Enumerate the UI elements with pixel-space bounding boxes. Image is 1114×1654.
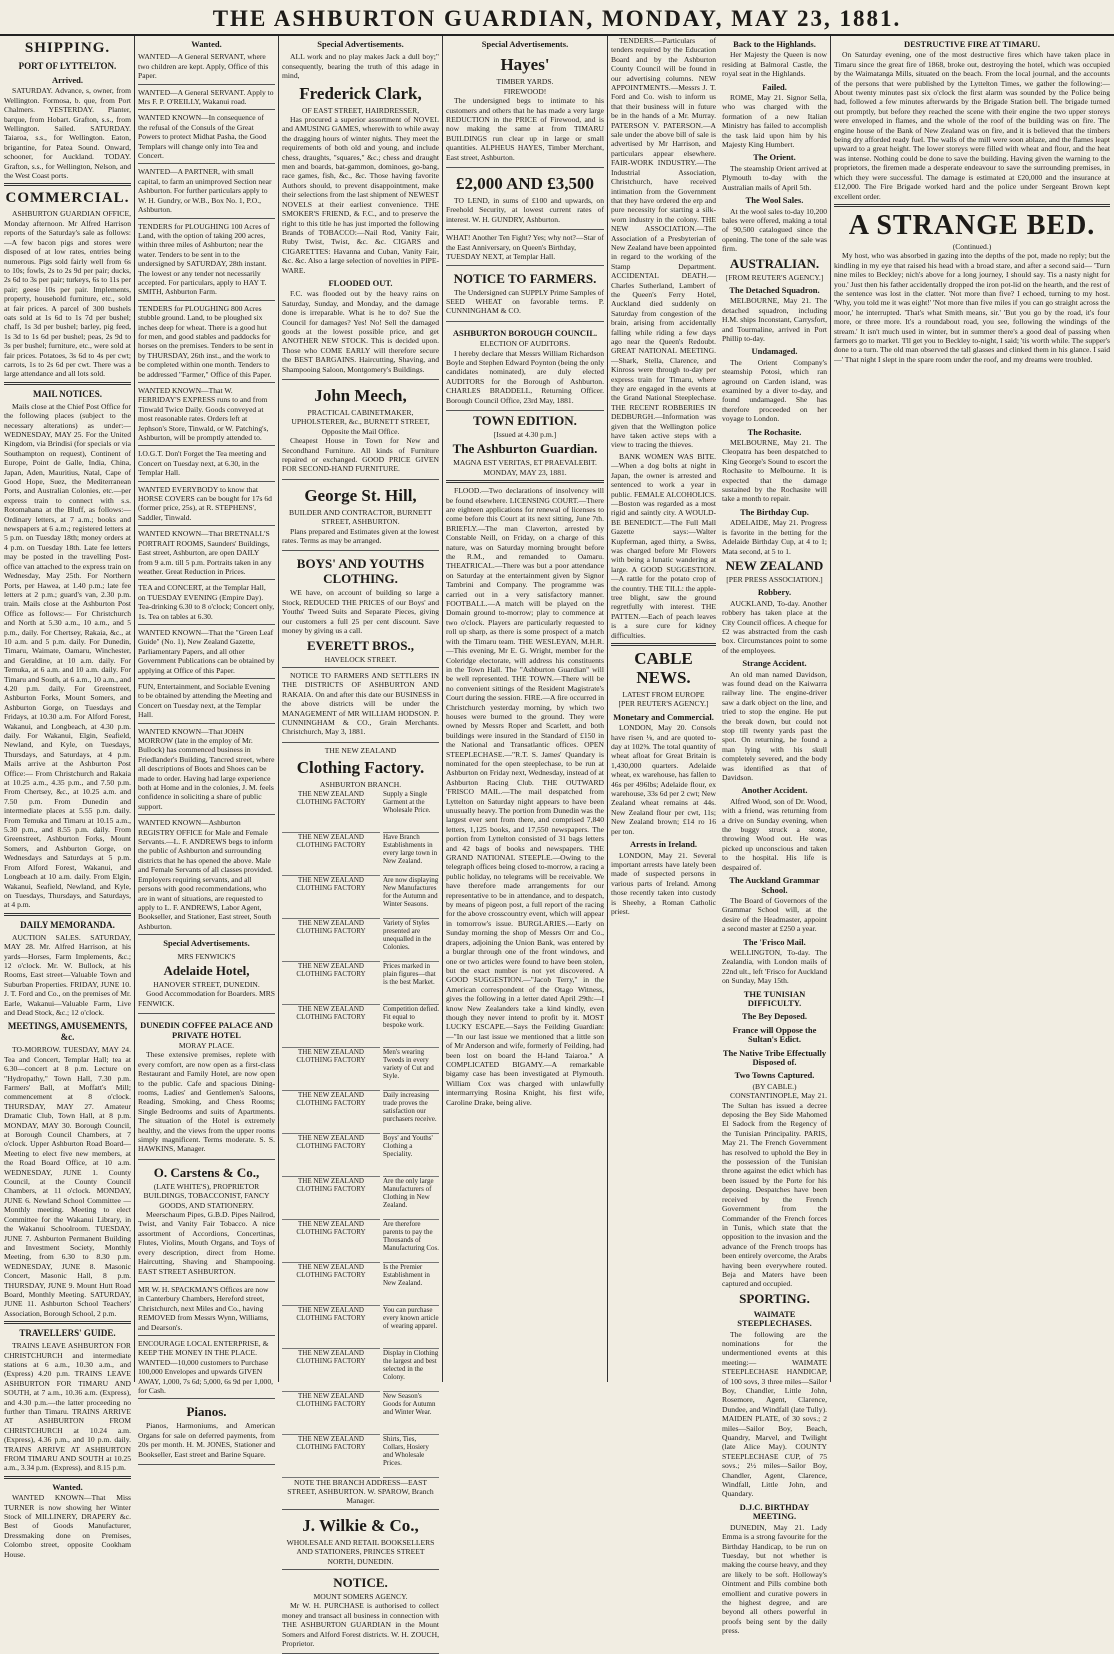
shipping-heading: SHIPPING. — [24, 40, 111, 56]
travellers-heading: TRAVELLERS' GUIDE. — [19, 1328, 116, 1339]
divider — [4, 1321, 131, 1324]
classified-ad: I.O.G.T. Don't Forget the Tea meeting and Concert on Tuesday next, at 6.30, in the Templar Hall. — [138, 447, 275, 481]
classified-ad: WANTED KNOWN—Ashburton REGISTRY OFFICE for Male and Female Servants.—L. F. ANDREWS begs to inform the public of Ashburton and surrounding districts that he has opened the above. Male and Female Servants of all classes provided. Employers requiring servants, and all persons with good recommendations, who are in want of situations, are requested to apply to L. F. ANDREWS, Labor Agent, Bookseller, and Stationer, East street, South Ashburton. — [138, 816, 275, 935]
masthead-title: THE ASHBURTON GUARDIAN, MONDAY, MAY 23, 1881. — [212, 6, 902, 31]
classified-ad: WANTED—A General SERVANT. Apply to Mrs F. P. O'REILLY, Wakanui road. — [138, 86, 275, 111]
clothing-factory-claim: Shirts, Ties, Collars, Hosiery and Wholesale Prices. — [383, 1435, 439, 1478]
sporting-heading: SPORTING. — [739, 1290, 810, 1306]
clothing-factory-claim: Are therefore parents to pay the Thousands of Manufacturing Cos. — [383, 1220, 439, 1263]
clothing-factory-label: THE NEW ZEALAND CLOTHING FACTORY — [282, 1134, 380, 1177]
paper-motto: MAGNA EST VERITAS, ET PRAEVALEBIT. — [453, 458, 597, 468]
port-heading: PORT OF LYTTELTON. — [18, 61, 117, 71]
wanted-footer-heading: Wanted. — [52, 1481, 83, 1492]
nz-clothing-factory-ad: THE NEW ZEALAND Clothing Factory. ASHBURTON BRANCH. THE NEW ZEALAND CLOTHING FACTORY THE NEW ZEALAND CLOTHING FACTORY THE NEW ZEALAND CLOTHING FACTORY THE NEW ZEALAND CLOTHING FACTORY THE NEW ZEALAND CLOTHING FACTORY THE NEW ZEALAND CLOTHING FACTORY THE NEW ZEALAND CLOTHING FACTORY THE NEW ZEALAND CLOTHING FACTORY THE NEW ZEALAND CLOTHING FACTORY THE NEW ZEALAND CLOTHING FACTORY THE NEW ZEALAND CLOTHING FACTORY THE NEW ZEALAND CLOTHING FACTORY THE NEW ZEALAND CLOTHING FACTORY THE NEW ZEALAND CLOTHING FACTORY THE NEW ZEALAND CLOTHING FACTORY THE NEW ZEALAND CLOTHING FACTORY Supply a Single Garment at the Wholesale Price. Have Branch Establishments in every large town in New Zealand. Are now displaying New Manufactures for the Autumn and Winter Seasons. Variety of Styles presented are unequalled in the Colonies. Prices marked in plain figures—that is the best Market. Competition defied. Fit equal to bespoke work. Men's wearing Tweeds in every variety of Cut and Style. Daily increasing trade proves the satisfaction our purchasers receive. Boys' and Youths' Clothing a Speciality. Are the only large Manufacturers of Clothing in New Zealand. Are therefore parents to pay the Thousands of Manufacturing Cos. Is the Premier Establishment in New Zealand. You can purchase every known article of wearing apparel. Display in Clothing the largest and best selected in the Colony. New Season's Goods for Autumn and Winter Wear. Shirts, Ties, Collars, Hosiery and Wholesale Prices. NOTE THE BRANCH ADDRESS—EAST STREET, ASHBURTON. W. SPAROW, Branch Manager. — [282, 744, 439, 1510]
classified-ad: WANTED KNOWN—That JOHN MORROW (late in the employ of Mr. Bullock) has commenced business in Friedlander's Building, Tancred street, where all descriptions of Boots and Shoes can be made to order. Having had large experience both at Home and in the colonies, J. M. feels confidence in soliciting a share of public support. — [138, 725, 275, 816]
clothing-factory-label: THE NEW ZEALAND CLOTHING FACTORY — [282, 919, 380, 962]
loan-ad: £2,000 AND £3,500 TO LEND, in sums of £100 and upwards, on Freehold Security, at lowest current rates of interest. W. H. GUNDRY, Ashburton. — [446, 169, 604, 230]
clothing-factory-claim: Prices marked in plain figures—that is the best Market. — [383, 962, 439, 1005]
column-rule — [830, 36, 831, 1382]
commercial-text: ASHBURTON GUARDIAN OFFICE, Monday afternoon. Mr Alfred Harrison reports of the Saturday's sale as follows:—A few bacon pigs and stores were disposed of at low rates, entries being numerous. Pigs sold fairly well from 6s to 10s; fowls, 2s to 2s 9d per pair; ducks, 2s 6d to 3s per pair; turkeys, 6s to 11s per pair; geese 10s per pair. Implements, property, household furniture, etc., sold at fair prices. A parcel of 300 bushels oats sold at 1s 6d to 1s 7d per bushel; chaff, 1s 3d per bushel; barley, pig feed, 1s 3d to 1s 6d per bushel; peas, 2s 9d to 3s per bushel; furniture, etc., were sold at fair prices. Potatoes, 3s 6d to 4s per cwt; carrots, 1s to 2s 6d per cwt. There was a large attendance and all lots sold. — [4, 209, 131, 379]
local-news-continued: BANK WOMEN WAS BITE.—When a dog bolts at night in Japan, the owner is arrested and sentenced to work a year in public. FEMALE ALCOHOLICS.—Boston was regarded as a most rigid and saintly city. A WOULD-BE BENEDICT.—The Full Mall Gazette says:—Walter Kupferman, aged thirty, a Swiss, was charged before Mr Flowers with being a lunatic wandering at large. A GOOD SUGGESTION.—A rattle for the potato crop of the country. THE TILL: the apple-tree blight, saw the ground regretfully with interest. THE PATTEN.—Each of peach leaves is a sure cure for kidney difficulties. — [611, 451, 716, 640]
mount-somers-notice: NOTICE. MOUNT SOMERS AGENCY. Mr W. H. PURCHASE is authorised to collect money and transact all business in connection with THE ASHBURTON GUARDIAN in the Mount Somers and Alford Forest districts. W. H. ZOUCH, Proprietor. — [282, 1571, 439, 1654]
classified-ad: WANTED—A PARTNER, with small capital, to farm an unimproved Section near Ashburton. For further particulars apply to W. H. Gundry, or W.B., Box No. 1, P.O., Ashburton. — [138, 165, 275, 218]
town-edition-issued: [Issued at 4.30 p.m.] — [493, 429, 557, 439]
wilkie-ad: J. Wilkie & Co., WHOLESALE AND RETAIL BOOKSELLERS AND STATIONERS, PRINCES STREET NORTH, DUNEDIN. — [282, 1511, 439, 1570]
clothing-factory-claim: New Season's Goods for Autumn and Winter Wear. — [383, 1392, 439, 1435]
nz-heading: NEW ZEALAND — [725, 557, 824, 573]
timaru-fire-heading: DESTRUCTIVE FIRE AT TIMARU. — [903, 39, 1041, 49]
strange-bed-text: My host, who was absorbed in gazing into the depths of the pot, made no reply; but the kindling in my eye that raised his head with a broad stare, and after a second said— 'Turn nine miles to Beckley; nich's above for a long journey, I should say. Tis a nasty night for you.' Just then his father accidentally dropped the iron pot-lid on the hearth, and the rest of the sentence was lost in the clatter. 'Not more than five? I echoed, turning to my host. 'Why, you told me it was eight!' 'Not more than five miles if you can go straight across the moor,' he interrupted. 'That's what Smith means, sir.' 'But you go by the road, it's four more, or three more. It's a roundabout road, you see, following the windings of the stream.' It isn't much used in winter, but in summer there's a good deal of passing when farmers go to market. 'I'll get you to Beckley to-night, I said; 'tis worth while. The supper's done to a turn. The old man observed the tall glasses and clinked them in his glance. I said—' That night I slept in the spare room under the roof, and my dreams were troubled. — [834, 251, 1110, 364]
meetings-heading: MEETINGS, AMUSEMENTS, &c. — [7, 1021, 128, 1043]
daily-memoranda-heading: DAILY MEMORANDA. — [20, 919, 115, 930]
clothing-factory-claim: Are the only large Manufacturers of Clothing in New Zealand. — [383, 1177, 439, 1220]
hill-ad: George St. Hill, BUILDER AND CONTRACTOR, BURNETT STREET, ASHBURTON. Plans prepared and Estimates given at the lowest rates. Terms as may be arranged. — [282, 481, 439, 552]
cable-news-heading: CABLE NEWS. — [634, 649, 693, 687]
classified-ad: FUN, Entertainment, and Sociable Evening to be obtained by attending the Meeting and Concert on Tuesday next, at the Templar Hall. — [138, 680, 275, 724]
clothing-factory-claim: Boys' and Youths' Clothing a Speciality. — [383, 1134, 439, 1177]
clothing-factory-claim: Supply a Single Garment at the Wholesale Price. — [383, 790, 439, 833]
divider — [611, 643, 716, 646]
dunedin-coffee-ad: DUNEDIN COFFEE PALACE AND PRIVATE HOTEL MORAY PLACE. These extensive premises, replete with every comfort, are now open as a first-class Restaurant and Family Hotel, are now open to the public. Cafe and spacious Dining-rooms, Ladies' and Gentlemen's Saloons, Reading, Smoking, and Chess Rooms; Single Bedrooms and suits of Apartments. The situation of the Hotel is extremely healthy, and the views from the upper rooms simply magnificent. Terms moderate. S. S. HAWKINS, Manager. — [138, 1015, 275, 1160]
divider — [4, 183, 131, 186]
special-ads-heading: Special Advertisements. — [481, 39, 569, 49]
clothing-factory-claim: Are now displaying New Manufactures for the Autumn and Winter Seasons. — [383, 876, 439, 919]
classified-ad: TENDERS for PLOUGHING 100 Acres of Land, with the option of taking 200 acres, within three miles of Ashburton; near the water. Tenders to be sent in to the undersigned by SATURDAY, 28th instant. The lowest or any tender not necessarily accepted. For particulars, apply to HAY T. SMITH, Ashburton Farm. — [138, 220, 275, 301]
strange-bed-sub: (Continued.) — [952, 241, 992, 251]
clothing-factory-claim: Is the Premier Establishment in New Zealand. — [383, 1263, 439, 1306]
clothing-factory-claim: Variety of Styles presented are unequalled in the Colonies. — [383, 919, 439, 962]
clothing-factory-label: THE NEW ZEALAND CLOTHING FACTORY — [282, 1220, 380, 1263]
clothing-factory-label: THE NEW ZEALAND CLOTHING FACTORY — [282, 1091, 380, 1134]
wanted-heading: Wanted. — [191, 39, 222, 49]
divider — [446, 480, 604, 483]
clothing-factory-label: THE NEW ZEALAND CLOTHING FACTORY — [282, 1005, 380, 1048]
divider — [4, 382, 131, 385]
clothing-factory-label: THE NEW ZEALAND CLOTHING FACTORY — [282, 1177, 380, 1220]
town-edition-heading: TOWN EDITION. — [473, 412, 577, 428]
divider — [4, 913, 131, 916]
clothing-factory-label: THE NEW ZEALAND CLOTHING FACTORY — [282, 790, 380, 833]
arrived-heading: Arrived. — [52, 75, 83, 85]
column-rule — [134, 36, 135, 1382]
clark-ad: ALL work and no play makes Jack a dull boy;" consequently, bearing the truth of this adage in mind, Frederick Clark, OF EAST STREET, HAIRDRESSER, Has procured a superior assortment of NOVEL and AMUSING GAMES, wherewith to while away the dragging hours of winter nights. They meet the requirements of both old and young, and include chess, draughts, "squares," &c.; chess and draught men and boards, bat-gammon, dominoes, go-bang, race games, fish, &c., &c. Those having favorite Authors should, to prevent disappointment, make their selections from the last shipment of NEWEST NOVELS at their earliest convenience. THE SMOKER'S FRIEND, & F.C., and to preserve the right to this title he has just imported the following Brands of TOBACCO:—Nail Rod, Vanity Fair, Ruby Twist, Twist, &c. &c. CIGARS and CIGARETTES: Havanna and Cuban, Vanity Fair, &c. &c. Also a large selection of novelties in PIPE-WARE. FLOODED OUT. F.C. was flooded out by the heavy rains on Saturday, Sunday, and Monday, and the damage done is irreparable. What is he to do? Sue the Council for damages? Yes! No! Sell the damaged goods at the lowest possible price, and get ANOTHER NEW STOCK. This is decided upon. Those who COME EARLY will therefore secure the BEST BARGAINS. Haircutting, Shaving, and Shampooing Saloon, Montgomery's Buildings. — [282, 50, 439, 380]
clothing-factory-label: THE NEW ZEALAND CLOTHING FACTORY — [282, 962, 380, 1005]
local-news: FLOOD.—Two declarations of insolvency will be found elsewhere. LICENSING COURT.—There are eighteen applications for renewal of licenses to come before this Court at its next sitting, June 7th. BRIEFLY.—The man Claverton, arrested by Constable Neill, on Friday, on a charge of this nature, was on Saturday morning brought before the R.M., and remanded to Oamaru. THEATRICAL.—There was but a poor attendance on Saturday at the entertainment given by Signor Tambrini and Company. The programme was carried out in a very satisfactory manner. FOOTBALL.—A match will be played on the Domain ground to-morrow; play to commence at two o'clock. Players are particularly requested to roll up sharp, as there is some prospect of a match with the Timaru team. THE WESLEYAN, M.H.R.—This evening, Mr E. G. Wright, member for the Coleridge electorate, will address his constituents in the Town Hall. The "Ashburton Guardian" will be well represented. THE TOWN.—There will be no convenient sittings of the Resident Magistrate's Court during the session. FIRE.—A fire occurred in Christchurch yesterday morning, by which two houses were burned to the ground. They were owned by Messrs Roper and Scarlett, and both buildings were insured in the Standard of £150 in the National and Transatlantic offices. OPEN STEEPLECHASE.—"R.T. S. James' Quandary is nominated for the open steeplechase, to be run at Ashburton on Friday next, Wednesday, instead of at Ashburton Racing Club. THE OUTWARD 'FRISCO MAIL.—The mail despatched from Lyttelton on Saturday night appears to have been unusually heavy. The portion from Dunedin was the largest ever sent from there, and comprised 7,840 letters, 1,125 books, and 17,550 newspapers. The portion from Lyttelton consisted of 31 bags letters and 42 bags of books and newspapers. THE GRAND NATIONAL STEEPLE.—Owing to the telegraph offices being closed to-morrow, a racing a public holiday, no telegrams will be receivable. We have therefore made arrangements for our representative to be in attendance, and to despatch, by means of pigeon post, a full report of the racing for the above crosscountry event, which will appear in tomorrow's issue. BURGLARIES.—Early on Sunday morning the shop of Messrs Orr and Co., drapers, adjoining the Union Bank, was entered by a burglar through one of the front windows, and one or two articles were found to have been stolen, but the exact number is not yet discovered. A GOOD SUGGESTION.—"Jacob Terry," in the American correspondent of the Otago Witness, gives the following in a letter dated April 29th:—I know New Zealanders take a kind kindly, even though they never intend to profit by it. MOST LUCKY ESCAPE.—Says the Feilding Guardian:—"In our last issue we mentioned that a little son of Mr Anderson and wife, formerly of Feilding, had been lost on board the H-land Taiaroa." A COMPLICATED BIGAMY.—A remarkable bigamy case has been investigated at Plymouth. William Cox was charged with unlawfully intermarrying Rosina Knight, his first wife, Caroline Drake, being alive. — [446, 486, 604, 1107]
ten-fight-ad: WHAT! Another Ten Fight? Yes; why not?—Star of the East Anniversary, on Queen's Birthday, TUESDAY NEXT, at Templar Hall. — [446, 231, 604, 265]
daily-memoranda-text: AUCTION SALES. SATURDAY, MAY 28. Mr. Alfred Harrison, at his yards—Horses, Farm Implements, &c.; 12 o'clock. Mr. W. Bullock, at his Rooms, East street—Valuable Town and Suburban Properties. FRIDAY, JUNE 10. J. T. Ford and Co., on the premises of Mr. Earle, Wakanui—Valuable Farm, Live and Dead Stock, &c.; 12 o'clock. — [4, 932, 131, 1017]
australian-heading: AUSTRALIAN. — [729, 255, 820, 271]
column-6 — [834, 36, 1110, 1382]
clothing-table — [282, 790, 439, 1478]
everett-notice: NOTICE TO FARMERS AND SETTLERS IN THE DISTRICTS OF ASHBURTON AND RAKAIA. On and after this date our BUSINESS in the above districts will be under the MANAGEMENT of MR WILLIAM HODSON. P. CUNNINGHAM & CO., Grain Merchants. Christchurch, May 3, 1881. — [282, 669, 439, 743]
clothing-factory-claim: Daily increasing trade proves the satisfaction our purchasers receive. — [383, 1091, 439, 1134]
borough-council-notice: ASHBURTON BOROUGH COUNCIL. ELECTION OF AUDITORS. I hereby declare that Messrs William Richardson Boyle and Stephen Edward Poynton (being the only candidates nominated), are duly elected AUDITORS for the Borough of Ashburton. CHARLES BRADDELL, Returning Officer. Borough Council Office, 23rd May, 1881. — [446, 323, 604, 411]
clothing-factory-claim: Have Branch Establishments in every large town in New Zealand. — [383, 833, 439, 876]
classified-ad: WANTED EVERYBODY to know that HORSE COVERS can be bought for 17s 6d (former price, 25s), at R. STEPHENS', Saddler, Tinwald. — [138, 483, 275, 527]
divider — [834, 204, 1110, 207]
meetings-text: TO-MORROW. TUESDAY, MAY 24. Tea and Concert, Templar Hall; tea at 6.30—concert at 8 p.m. Lecture on "Hydropathy," Town Hall, 7.30 p.m. Farmers' Ball, at Moffatt's Mill; commencement at 8 o'clock. THURSDAY, MAY 27. Amateur Dramatic Club, Town Hall, at 8 p.m. MONDAY, MAY 30. Borough Council, at Borough Council Chambers, at 7 o'clock. Upper Ashburton Road Board—Meeting to elect five new members, at the Road Board Office, at 10 a.m. WEDNESDAY, JUNE 1. County Council, at the County Council Chambers, at 11 o'clock. MONDAY, JUNE 6. Newland School Committee — Monthly meeting. Meeting to elect Committee for the Wakanui Library, in the Wakanui Schoolroom. TUESDAY, JUNE 7. Ashburton Permanent Building and Investment Society, Monthly Meeting, from 6.30 to 8.30 p.m. WEDNESDAY, JUNE 8. Masonic Concert, Masonic Hall, 8 p.m. THURSDAY, JUNE 9. Mount Hutt Road Board, Monthly Meeting. SATURDAY, JUNE 11. Ashburton School Teachers' Association, Borough School, 2 p.m. — [4, 1045, 131, 1318]
column-rule — [607, 36, 608, 1382]
column-1 — [4, 36, 132, 1559]
clothing-factory-label: THE NEW ZEALAND CLOTHING FACTORY — [282, 876, 380, 919]
clothing-factory-claim: Competition defied. Fit equal to bespoke work. — [383, 1005, 439, 1048]
clothing-factory-label: THE NEW ZEALAND CLOTHING FACTORY — [282, 1435, 380, 1478]
special-ads-heading: Special Advertisements. — [317, 39, 404, 49]
meech-ad: John Meech, PRACTICAL CABINETMAKER, UPHOLSTERER, &c., BURNETT STREET, Opposite the Mail Office. Cheapest House in Town for New and Secondhand Furniture. All kinds of Furniture repaired or exchanged. GOOD PRICE GIVEN FOR SECOND-HAND FURNITURE. — [282, 381, 439, 480]
clothing-factory-claim: Display in Clothing the largest and best selected in the Colony. — [383, 1349, 439, 1392]
column-2 — [138, 36, 275, 1459]
paper-nameplate: The Ashburton Guardian. — [452, 441, 598, 457]
carstens-ad: O. Carstens & Co., (LATE WHITE'S), PROPRIETOR BUILDINGS, TOBACCONIST, FANCY GOODS, AND STATIONERY. Meerschaum Pipes, G.B.D. Pipes Nailrod, Twist, and Vanity Fair Tobacco. A nice assortment of Accordions, Concertinas, Flutes, Violins, Mouth Organs, and Toys of every description, direct from Home. Haircutting, Shaving and Shampooing. EAST STREET ASHBURTON. — [138, 1161, 275, 1282]
boys-clothing-ad: BOYS' AND YOUTHS CLOTHING. WE have, on account of building so large a Stock, REDUCED THE PRICES of our Boys' and Youths' Tweed Suits and Separate Pieces, giving our customers a full 25 per cent discount. Save money by giving us a call. EVERETT BROS., HAVELOCK STREET. — [282, 552, 439, 667]
column-5-upper — [611, 36, 827, 1638]
pianos-ad: Pianos. Pianos, Harmoniums, and American Organs for sale on deferred payments, from 20s per month. H. M. JONES, Stationer and Bookseller, East street and Barine Square. — [138, 1400, 275, 1465]
column-5-left: TENDERS.—Particulars of tenders required by the Education Board and by the Ashburton County Council will be found in our advertising columns. NEW APPOINTMENTS.—Messrs J. T. Ford and Co. wish to inform us that their business will in future be in the hands of a Mr. Murray. PATERSON V. PATERSON.—A sale under the above bill of sale is advertised by Mr Harrison, and particulars appear elsewhere. FAIR-WORK INDUSTRY.—The Industrial Association, Christchurch, have received intimation from the Government that they have ordered the erp and pure necessity for starting a silk-worn industry in the colony. THE NEW ASSOCIATION.—The Association of a Presbyterian of New Zealand have been appointed in regard to the working of the Stamp Department. ACCIDENTAL DEATH.—Charles Sutherland, Lambert of the Queen's Ferry Hotel, Auckland died suddenly on Saturday from congestion of the brain, arising from accidentally falling while riding a few days ago near the Queen's Redoubt. GREAT NATIONAL MEETING.—Shark, Stella, Clarence, and Kinross were through to-day per express train for Timaru, where they are engaged in the events at the Grand National Steeplechase. THE RECENT ROBBERIES IN DEDBURGH.—Information was given that the Wellington police have taken active steps with a view to tracing the thieves. BANK WOMEN WAS BITE.—When a dog bolts at night in Japan, the owner is arrested and sentenced to work a year in public. FEMALE ALCOHOLICS.—Boston was regarded as a most rigid and saintly city. A WOULD-BE BENEDICT.—The Full Mall Gazette says:—Walter Kupferman, aged thirty, a Swiss, was charged before Mr Flowers with being a lunatic wandering at large. A GOOD SUGGESTION.—A rattle for the potato crop of the country. THE TILL: the apple-tree blight, saw the ground regretfully with interest. THE PATTEN.—Each of peach leaves is a sure cure for kidney difficulties. CABLE NEWS. LATEST FROM EUROPE [PER REUTER'S AGENCY.] Monetary and Commercial. LONDON, May 20. Consols have risen ⅛, and are quoted to-day at 102⅝. The total quantity of wheat afloat for Great Britain is 1,430,000 quarters. Adelaide wheat, ex warehouse, has fallen to 46s per 496lbs; Adelaide flour, ex warehouse, 33s 6d per 2 cwt; New Zealand wheat remains at 44s. New Zealand flour per cwt, 11s; New Zealand brown; £14 ro 16 per ton. Arrests in Ireland. LONDON, May 21. Several important arrests have lately been made of suspected persons in various parts of Ireland. Among those recently taken into custody is Sheehy, a Roman Catholic priest. — [611, 36, 716, 916]
hayes-ad: Hayes' TIMBER YARDS. FIREWOOD! The undersigned begs to intimate to his customers and others that he has made a very large REDUCTION in the PRICE of Firewood, and is now making the same at from TIMARU BUILDINGS run clear up in large or small quantities. ALPHEUS HAYES, Timber Merchant, East street, Ashburton. — [446, 50, 604, 168]
mail-heading: MAIL NOTICES. — [32, 388, 103, 399]
commercial-heading: COMMERCIAL. — [5, 190, 130, 207]
strange-bed-heading: A STRANGE BED. — [848, 209, 1096, 241]
fenwick-ad: MRS FENWICK'S Adelaide Hotel, HANOVER STREET, DUNEDIN. Good Accommodation for Boarders. MRS FENWICK. — [138, 950, 275, 1015]
classified-ad: WANTED KNOWN—That BRETNALL'S PORTRAIT ROOMS, Saunders' Buildings, East street, Ashburton, are open DAILY from 9 a.m. till 5 p.m. Portraits taken in any weather. Great Reduction in Prices. — [138, 527, 275, 580]
special-ads-heading: Special Advertisements. — [163, 938, 250, 949]
classified-ad: TEA and CONCERT, at the Templar Hall, on TUESDAY EVENING (Empire Day). Tea-drinking 6.30 to 8 o'clock; Concert only, 1s. Tea on tables at 6.30. — [138, 581, 275, 625]
clothing-factory-label: THE NEW ZEALAND CLOTHING FACTORY — [282, 1263, 380, 1306]
divider — [4, 1476, 131, 1479]
column-rule — [442, 36, 443, 1382]
classified-ad: WANTED KNOWN—In consequence of the refusal of the Consuls of the Great Powers to protect Midhat Pasha, the Good Templars will change only into Tea and Concert. — [138, 111, 275, 164]
clothing-factory-label: THE NEW ZEALAND CLOTHING FACTORY — [282, 1392, 380, 1435]
farmers-notice: NOTICE TO FARMERS. The Undersigned can SUPPLY Prime Samples of SEED WHEAT on favorable terms. P. CUNNINGHAM & CO. — [446, 267, 604, 322]
clothing-factory-claim: You can purchase every known article of wearing apparel. — [383, 1306, 439, 1349]
clothing-factory-label: THE NEW ZEALAND CLOTHING FACTORY — [282, 1048, 380, 1091]
column-3 — [282, 36, 439, 1649]
encourage-ad: ENCOURAGE LOCAL ENTERPRISE, & KEEP THE MONEY IN THE PLACE. WANTED—10,000 customers to Purchase 100,000 Envelopes and upwards GIVEN AWAY, 1,000, 7s 6d; 5,000, 6s 9d per 1,000, for Cash. — [138, 1337, 275, 1399]
paper-date: MONDAY, MAY 23, 1881. — [483, 467, 567, 477]
wanted-footer-text: WANTED KNOWN—That Miss TURNER is now showing her Winter Stock of MILLINERY, DRAPERY &c. Best of Goods Manufacturer, Dressmaking done on Premises, Colombo street, opposite Cookham House. — [4, 1493, 131, 1559]
column-5 — [611, 36, 827, 1636]
travellers-text: TRAINS LEAVE ASHBURTON FOR CHRISTCHURCH and intermediate stations at 6 a.m., 10.30 a.m., and (Express) 4.20 p.m. TRAINS LEAVE ASHBURTON FOR TIMARU AND SOUTH, at 7 a.m., 10.36 a.m. (Express), and 4.30 p.m.—the latter proceeding no further than Timaru. TRAINS ARRIVE AT ASHBURTON FROM CHRISTCHURCH at 10.24 a.m. (Express), 4.36 p.m., and 10 p.m. daily. TRAINS ARRIVE AT ASHBURTON FROM TIMARU AND SOUTH at 10.25 a.m., 3.34 p.m. (Express), and 8.15 p.m. — [4, 1341, 131, 1473]
tunisian-heading: THE TUNISIAN DIFFICULTY. — [743, 988, 806, 1008]
spackman-ad: MR W. H. SPACKMAN'S Offices are now in Canterbury Chambers, Hereford street, Christchurch, next Miles and Co., having REMOVED from Messrs Wynn, Williams, and Dearson's. — [138, 1283, 275, 1336]
clothing-factory-label: THE NEW ZEALAND CLOTHING FACTORY — [282, 833, 380, 876]
timaru-fire-text: On Saturday evening, one of the most destructive fires which have taken place in Timaru since the great fire of 1868, broke out, destroying the hotel, which was occupied by the Waimatanga Mills, situated on the beach. From the local journal, and the accounts of the persons that were published by the Lyttelton Times, we gather the following:—About twenty minutes past six o'clock the first alarm was sounded by the Police being had, followed a few minutes afterwards by the Brigade Station bell. The brigade turned out promptly, but before they reached the scene with their engine the two upper storeys were enveloped in flames, and the whole of the roof of the building was on fire. The engine house of the Bank of New Zealand was on fire, and it is believed that the timbers being dry afforded ready fuel. The walls of the mill were soon ablaze, and the flames leapt upward to a great height. The lower storeys were filled with wheat and flour, and the heat was intense. Nothing could be done to save the building. Having given the warning to the proprietors, the firemen made a desperate endeavour to save the surrounding premises, in which they were successful. The damage is estimated at £20,000 and the insurance at £12,000. The Fire Brigade worked hard and the police under Sergeant Brown kept excellent order. — [834, 50, 1110, 201]
mail-text: Mails close at the Chief Post Office for the following places (subject to the necessary alterations) as under:— WEDNESDAY, MAY 25. For the United Kingdom, via Brindisi (for specials or via Southampton on request), Continent of Europe, Point de Galle, India, China, Japan, Aden, Mauritius, Natal, Cape of Good Hope, Suez, the Mediterranean Ports, and Australian Colonies, etc.—per express train to connect with s.s. Rotomahana at the Bluff, as follows:—Ordinary letters, at 7 a.m.; books and newspapers at 6 a.m.; registered letters at 5 p.m. on Tuesday 18th; money orders at 4 p.m. on Tuesday 18th. Late fee letters may be posted in the travelling Post-office van attached to the express train on Wednesday, May 25th. For Northern Ports, per Hawea, at 1.40 p.m.; late fee letters at 2 p.m.; guard's van, 2.30 p.m. train. Mails close at the Ashburton Post Office as follows:— For Christchurch and North at 5.30 a.m., 10 a.m., and 5 p.m., daily. For Chertsey, Rakaia, &c., at 10 a.m. and 5 p.m. daily. For Dunedin, Timaru, Waimate, Oamaru, Winchester, and Geraldine, at 10 a.m. daily. For Temuka, at 6 a.m. and 10 a.m. daily. For Timaru and South, at 6 a.m., 10 a.m., and 4.20 p.m. daily. For Greenstreet, Ashburton Forks, Mount Somers, and Ashburton Gorge, on Tuesdays and Fridays, at 10.30 a.m. For Alford Forest, Wakanui, and Longbeach, at 4.30 p.m. daily. For Wakanui, Elgin, Seafield, Newland, and Kyle, on Tuesdays, Thursdays, and Saturdays, at 4 p.m. Mails arrive at the Ashburton Post Office:— From Christchurch and Rakaia at 10.25 a.m., 4.35 p.m., and 7.50 p.m. From Chertsey, &c., at 10.25 a.m. and 7.50 p.m. From Dunedin and intermediate places at 5.55 p.m. daily. From Temuka and Timaru at 10.15 a.m., 5.30 p.m., and 8.55 p.m. daily. From Greenstreet, Ashburton Forks, Mount Somers, and Ashburton Gorge, on Wednesdays and Saturdays at 5 p.m. From Alford Forest, Wakanui, and Longbeach at 10 a.m. daily. From Elgin, Wakanui, Seafield, Newland, and Kyle, on Tuesdays, Thursdays, and Saturdays, at 4 p.m. — [4, 401, 132, 910]
column-rule — [278, 36, 279, 1382]
local-news-continued: TENDERS.—Particulars of tenders required by the Education Board and by the Ashburton County Council will be found in our advertising columns. NEW APPOINTMENTS.—Messrs J. T. Ford and Co. wish to inform us that their business will in future be in the hands of a Mr. Murray. PATERSON V. PATERSON.—A sale under the above bill of sale is advertised by Mr Harrison, and particulars appear elsewhere. FAIR-WORK INDUSTRY.—The Industrial Association, Christchurch, have received intimation from the Government that they have ordered the erp and pure necessity for starting a silk-worn industry in the colony. THE NEW ASSOCIATION.—The Association of a Presbyterian of New Zealand have been appointed in regard to the working of the Stamp Department. ACCIDENTAL DEATH.—Charles Sutherland, Lambert of the Queen's Ferry Hotel, Auckland died suddenly on Saturday from congestion of the brain, arising from accidentally falling while riding a few days ago near the Queen's Redoubt. GREAT NATIONAL MEETING.—Shark, Stella, Clarence, and Kinross were through to-day per express train for Timaru, where they are engaged in the events at the Grand National Steeplechase. THE RECENT ROBBERIES IN DEDBURGH.—Information was given that the Wellington police have taken active steps with a view to tracing the thieves. — [611, 36, 716, 450]
classified-ad: TENDERS for PLOUGHING 800 Acres stubble ground. Land, to be ploughed six inches deep for wheat. There is a good hut for men, and good stables and paddocks for horses on the premises. Tenders to be sent in by THURSDAY, 26th inst., and the work to be completed within one month. Tenders to be addressed "Farmer," Office of this Paper. — [138, 302, 275, 383]
column-4 — [446, 36, 604, 1382]
shipping-text: SATURDAY. Advance, s, owner, from Wellington. Formosa, b. que, from Port Chalmers. YESTERDAY. Planter, barque, from Hobart. Grafton, s.s., from Wellington. Sailed. SATURDAY. Taiaroa, s.s., for Wellington. Eaton, brigantine, for Patea Sound. Onward, schooner, for Auckland. TODAY. Grafton, s.s., for Wellington, Nelson, and the West Coast ports. — [4, 86, 131, 181]
classified-ad: WANTED KNOWN—That W. FERRIDAY'S EXPRESS runs to and from Tinwald Twice Daily. Goods conveyed at most reasonable rates. Orders left at Jephson's Store, Tinwald, or W. Patching's, Ashburton, will be promptly attended to. — [138, 384, 275, 446]
column-5-right: Back to the Highlands. Her Majesty the Queen is now residing at Balmoral Castle, the royal seat in the Highlands. Failed. ROME, May 21. Signor Sella, who was charged with the formation of a new Italian Ministry has failed to accomplish the task laid upon him by his Majesty King Humbert. The Orient. The steamship Orient arrived at Plymouth to-day with the Australian mails of April 5th. The Wool Sales. At the wool sales to-day 10,200 bales were offered, making a total of 90,500 catalogued since the opening. The tone of the sale was firm. AUSTRALIAN. [FROM REUTER'S AGENCY.] The Detached Squadron. MELBOURNE, May 21. The detached squadron, including H.M. ships Inconstant, Carrysfort, and Tourmaline, arrived in Port Phillip to-day. Undamaged. The Orient Company's steamship Potosi, which ran aground on Carden island, was examined by a diver to-day, and found undamaged. She has therefore proceeded on her voyage to London. The Rochasite. MELBOURNE, May 21. The Cleopatra has been despatched to King George's Sound to escort the Rochasite to Melbourne. It is expected that the damage sustained by the Rochasite will take a month to repair. The Birthday Cup. ADELAIDE, May 21. Progress is favorite in the betting for the Adelaide Birthday Cup, at 4 to 1; Mata second, at 5 to 1. NEW ZEALAND [PER PRESS ASSOCIATION.] Robbery. AUCKLAND, To-day. Another robbery has taken place at the City Council offices. A cheque for £2 was abstracted from the cash box. Circumstances point to some of the employees. Strange Accident. An old man named Davidson, was found dead on the Kaiwarra railway line. The engine-driver saw a dark object on the line, and tried to stop the engine. He put the break down, but could not stop till twenty yards past the spot. On returning, he found a man lying with his skull completely severed, and the body was identified as that of Davidson. Another Accident. Alfred Wood, son of Dr. Wood, with a friend, was returning from a drive on Sunday evening, when the buggy struck a stone, throwing Wood out. He was picked up unconscious and taken to the hospital. His life is despaired of. The Auckland Grammar School. The Board of Governors of the Grammar School will, at the desire of the Headmaster, appoint a second master at £250 a year. The 'Frisco Mail. WELLINGTON, To-day. The Zealandia, with London mails of 22nd ult., left 'Frisco for Auckland on Sunday, May 15th. THE TUNISIAN DIFFICULTY. The Bey Deposed. France will Oppose the Sultan's Edict. The Native Tribe Effectually Disposed of. Two Towns Captured. (BY CABLE.) CONSTANTINOPLE, May 21. The Sultan has issued a decree deposing the Bey Side Mahomed El Sadock from the Regency of the Tunisian Principality. PARIS, May 21. The French Government has resolved to uphold the Bey in the possession of the Tunisian throne against the edict which has been issued by the Porte for his deposing. Despatches have been received by the French Government from the Commander of the French forces in Tunis, which state that the opposition to the invasion and the advance of the French troops has been entirely overcome, the Arabs having been everywhere routed. Beja and Maters have been captured and occupied. SPORTING. WAIMATE STEEPLECHASES. The following are the nominations for the undermentioned events at this meeting:— WAIMATE STEEPLECHASE HANDICAP, of 100 sovs, 3 three miles—Sailor Boy, Chandler, Little John, Rosemore, Agent, Clarence, Dundee, and Windfall (late Tully). MAIDEN PLATE, of 30 sovs.; 2 miles—Sailor Boy, Beach, Quandry, Marvel, and Twilight (late Alice May). COUNTY STEEPLECHASE CUP, of 75 sovs.; 2½ miles—Sailor Boy, Chandler, Agent, Clarence, Windfall, Little John, and Quandary. D.J.C. BIRTHDAY MEETING. DUNEDIN, May 21. Lady Emma is a strong favourite for the Birthday Handicap, to be run on Tuesday, but not whether is making the course heavy, and they are likely to be soft. Holloway's Ointment and Pills combine both emollient and curative powers in the highest degree, and are beyond all others powerful in proofs being sent by the daily press. — [722, 39, 827, 1636]
clothing-factory-label: THE NEW ZEALAND CLOTHING FACTORY — [282, 1306, 380, 1349]
classified-ad: WANTED—A General SERVANT, where two children are kept. Apply, Office of this Paper. — [138, 50, 275, 84]
classified-ad: WANTED KNOWN—That the "Green Leaf Guide" (No. 1), New Zealand Gazette, Parliamentary Papers, and all other Government Publications can be obtained by applying at Office of this Paper. — [138, 626, 275, 679]
clothing-factory-label: THE NEW ZEALAND CLOTHING FACTORY — [282, 1349, 380, 1392]
masthead — [0, 0, 1114, 36]
cable-news-sub: LATEST FROM EUROPE — [622, 690, 705, 699]
clothing-factory-claim: Men's wearing Tweeds in every variety of Cut and Style. — [383, 1048, 439, 1091]
